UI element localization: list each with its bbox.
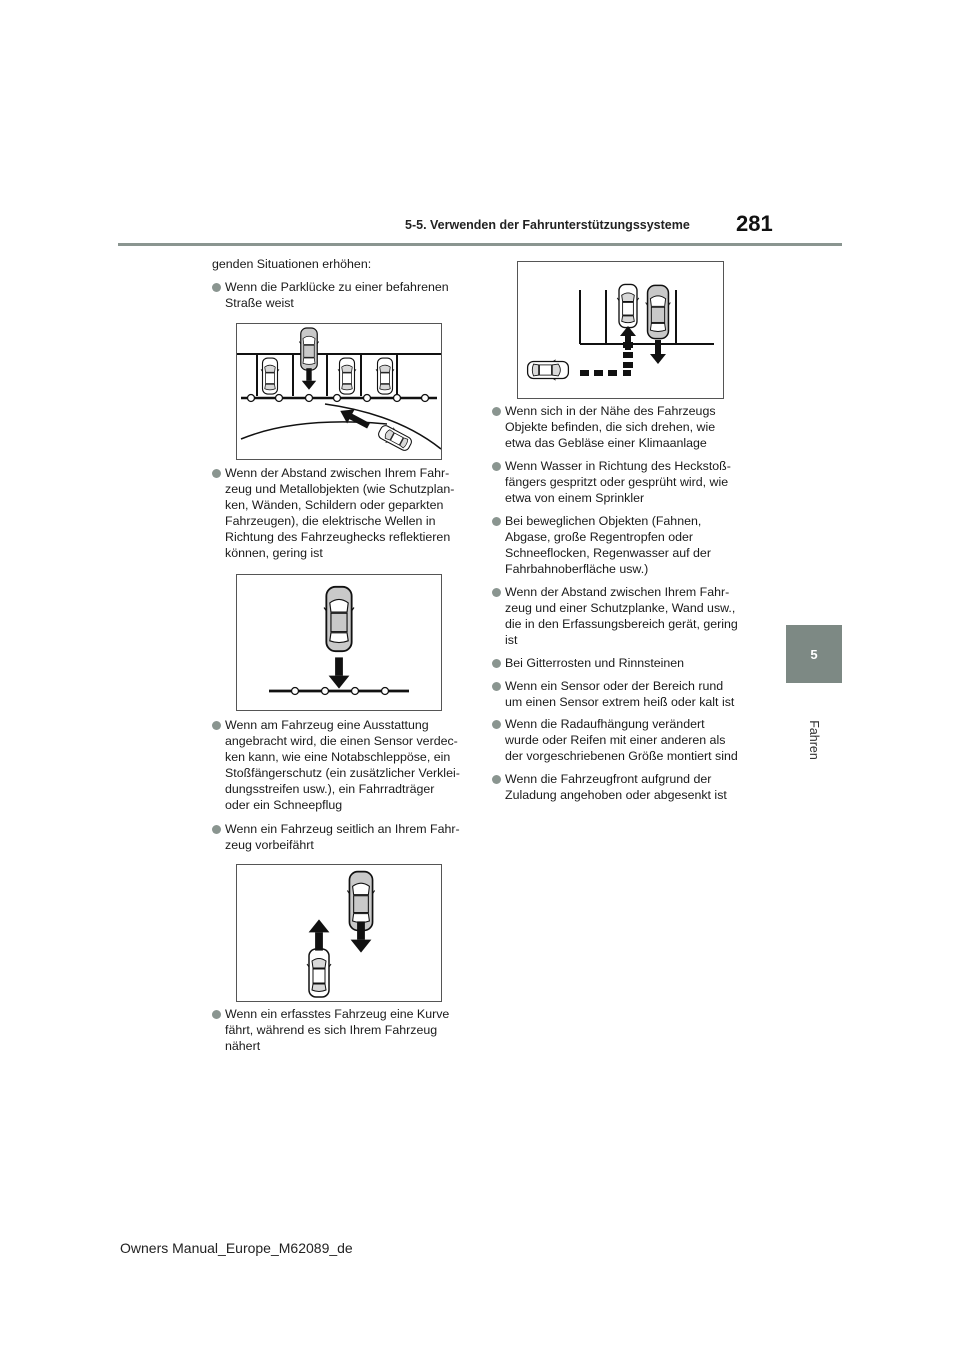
bullet-dot bbox=[212, 469, 221, 478]
bullet-dot bbox=[492, 462, 501, 471]
list-item: Wenn am Fahrzeug eine Ausstattung angebracht wird, die einen Sensor verdec- ken kann, wie eine Notabschleppöse, ein Stoßfängerschutz (ein zusätzlicher Verklei- dungsstreifen usw.), ein Fahrradträger oder ein Schneepflug bbox=[212, 717, 487, 813]
list-item: Wenn die Parklücke zu einer befahrenen Straße weist bbox=[212, 279, 487, 311]
bullet-dot bbox=[492, 720, 501, 729]
list-item: Wenn ein Fahrzeug seitlich an Ihrem Fahr- zeug vorbeifährt bbox=[212, 821, 487, 853]
bullet-dot bbox=[212, 1010, 221, 1019]
footer-document-id: Owners Manual_Europe_M62089_de bbox=[120, 1240, 353, 1256]
figure-parking-facing-road bbox=[236, 323, 442, 460]
section-title: 5-5. Verwenden der Fahrunterstützungssysteme bbox=[405, 218, 690, 232]
list-item: Bei Gitterrosten und Rinnsteinen bbox=[492, 655, 773, 671]
bullet-dot bbox=[492, 775, 501, 784]
header-divider bbox=[118, 243, 842, 246]
bullet-dot bbox=[492, 407, 501, 416]
intro-text: genden Situationen erhöhen: bbox=[212, 257, 372, 271]
list-item: Wenn die Radaufhängung verändert wurde oder Reifen mit einer anderen als der vorgeschriebenen Größe montiert sind bbox=[492, 716, 773, 764]
list-item: Bei beweglichen Objekten (Fahnen, Abgase, große Regentropfen oder Schneeflocken, Regenwasser auf der Fahrbahnoberfläche usw.) bbox=[492, 513, 773, 577]
list-item: Wenn die Fahrzeugfront aufgrund der Zuladung angehoben oder abgesenkt ist bbox=[492, 771, 773, 803]
list-item: Wenn ein Sensor oder der Bereich rund um einen Sensor extrem heiß oder kalt ist bbox=[492, 678, 773, 710]
list-item: Wenn der Abstand zwischen Ihrem Fahr- zeug und Metallobjekten (wie Schutzplan- ken, Wänden, Schildern oder geparkten Fahrzeugen), die elektrische Wellen in Richtung des Fahrzeughecks reflektieren können, gering ist bbox=[212, 465, 487, 561]
figure-turning-vehicle bbox=[517, 261, 724, 399]
chapter-tab[interactable]: 5 bbox=[786, 625, 842, 683]
bullet-dot bbox=[212, 825, 221, 834]
figure-metal-objects bbox=[236, 574, 442, 711]
list-item: Wenn der Abstand zwischen Ihrem Fahr- zeug und einer Schutzplanke, Wand usw., die in den Erfassungsbereich gerät, gering ist bbox=[492, 584, 773, 648]
bullet-dot bbox=[492, 682, 501, 691]
bullet-dot bbox=[492, 588, 501, 597]
bullet-dot bbox=[212, 283, 221, 292]
list-item: Wenn sich in der Nähe des Fahrzeugs Objekte befinden, die sich drehen, wie etwa das Gebläse einer Klimaanlage bbox=[492, 403, 773, 451]
bullet-dot bbox=[212, 721, 221, 730]
list-item: Wenn ein erfasstes Fahrzeug eine Kurve fährt, während es sich Ihrem Fahrzeug nähert bbox=[212, 1006, 487, 1054]
list-item: Wenn Wasser in Richtung des Heckstoß- fängers gespritzt oder gesprüht wird, wie etwa von einem Sprinkler bbox=[492, 458, 773, 506]
chapter-tab-label: Fahren bbox=[806, 720, 821, 760]
bullet-dot bbox=[492, 659, 501, 668]
page-number: 281 bbox=[736, 211, 773, 236]
bullet-dot bbox=[492, 517, 501, 526]
figure-passing-vehicle bbox=[236, 864, 442, 1002]
